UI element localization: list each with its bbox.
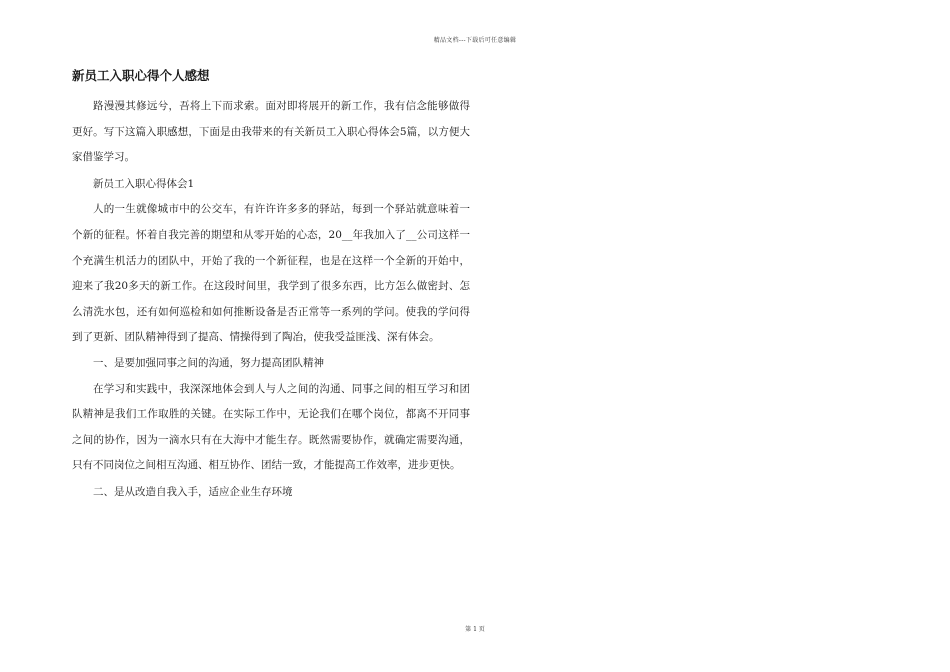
page-header-note: 精品文档---下载后可任意编辑 <box>433 37 517 44</box>
document-title: 新员工入职心得个人感想 <box>72 68 210 83</box>
paragraph-point-1-heading: 一、是要加强同事之间的沟通，努力提高团队精神 <box>93 356 324 369</box>
paragraph-section-heading-1: 新员工入职心得体会1 <box>93 177 195 190</box>
paragraph-point-1-body: 在学习和实践中，我深深地体会到人与人之间的沟通、同事之间的相互学习和团队精神是我们工作取胜的关键。在实际工作中，无论我们在哪个岗位，都离不开同事之间的协作，因为一滴水只有在大海中才能生存。既然需要协作，就确定需要沟通，只有不同岗位之间相互沟通、相互协作、团结一致，才能提高工作效率，进步更快。 <box>72 382 470 472</box>
paragraph-intro: 路漫漫其修远兮，吾将上下而求索。面对即将展开的新工作，我有信念能够做得更好。写下这篇入职感想，下面是由我带来的有关新员工入职心得体会5篇，以方便大家借鉴学习。 <box>72 100 470 164</box>
document-body <box>72 68 470 506</box>
paragraph-body-1: 人的一生就像城市中的公交车，有许许许多多的驿站，每到一个驿站就意味着一个新的征程。怀着自我完善的期望和从零开始的心态，20__年我加入了__公司这样一个充满生机活力的团队中，开始了我的一个新征程，也是在这样一个全新的开始中，迎来了我20多天的新工作。在这段时间里，我学到了很多东西，比方怎么做密封、怎么清洗水包，还有如何巡检和如何推断设备是否正常等一系列的学问。使我的学问得到了更新、团队精神得到了提高、情操得到了陶冶，使我受益匪浅、深有体会。 <box>72 203 470 344</box>
paragraph-point-2-heading: 二、是从改造自我入手，适应企业生存环境 <box>93 485 293 498</box>
page-number: 第 1 页 <box>465 626 485 633</box>
